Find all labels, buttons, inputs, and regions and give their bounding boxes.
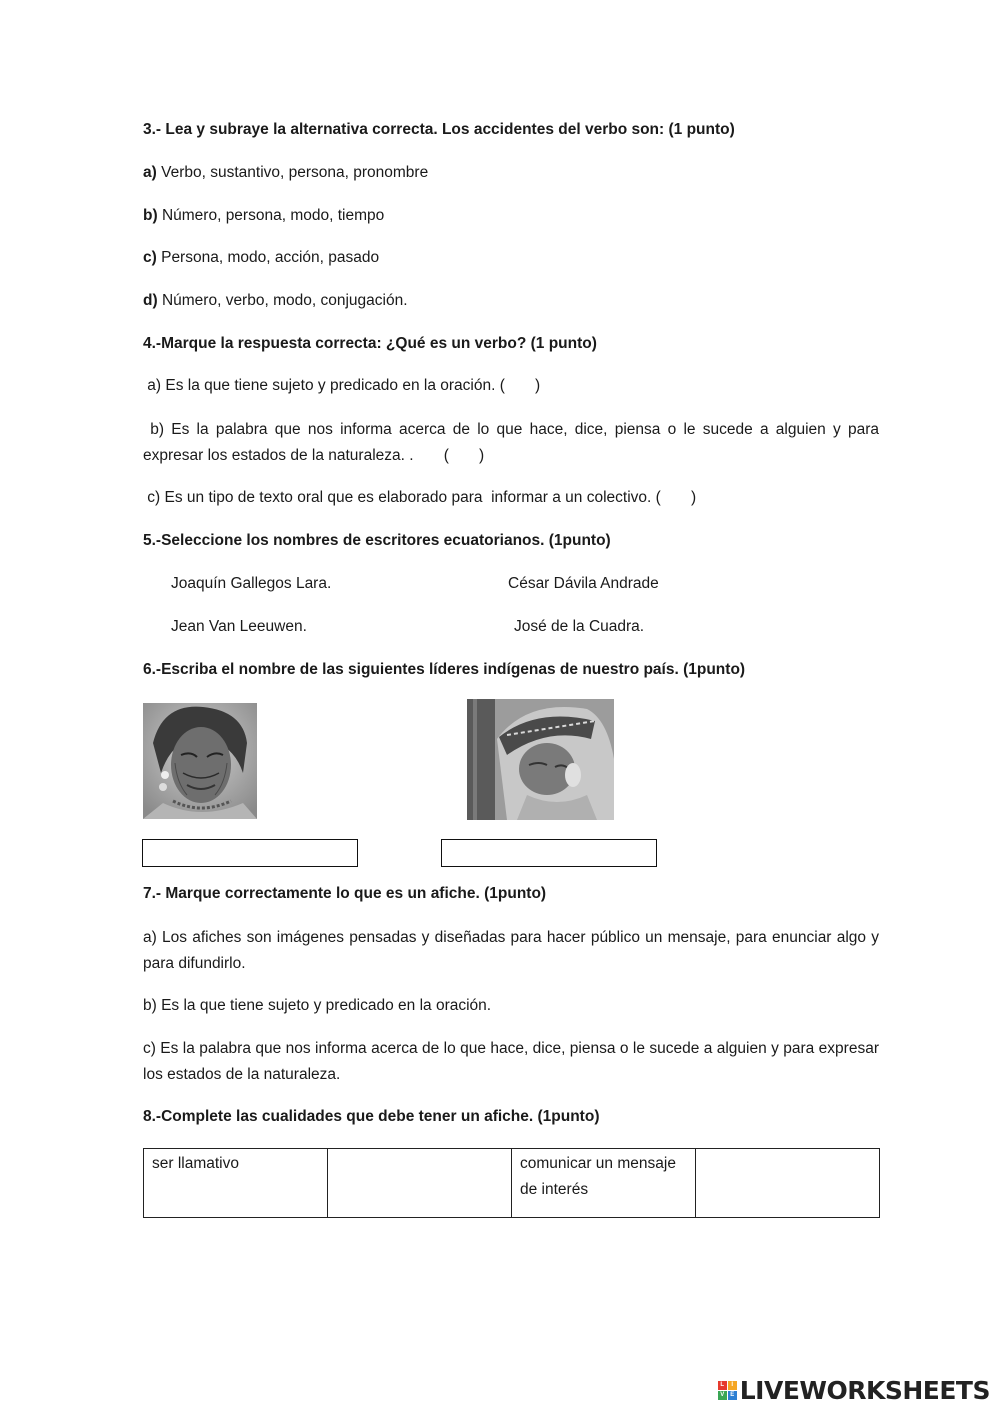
q7-option-b[interactable]: b) Es la que tiene sujeto y predicado en la oración. [143, 997, 492, 1014]
option-text: Número, persona, modo, tiempo [157, 207, 385, 224]
quality-cell-2[interactable] [328, 1149, 512, 1218]
option-text: Verbo, sustantivo, persona, pronombre [156, 164, 429, 181]
liveworksheets-brand [718, 1376, 990, 1405]
option-letter: a) [143, 164, 157, 181]
quality-cell-3: comunicar un mensaje de interés [512, 1149, 696, 1218]
question-5-title: 5.-Seleccione los nombres de escritores ecuatorianos. (1punto) [143, 532, 611, 549]
q4-option-b[interactable]: b) Es la palabra que nos informa acerca de lo que hace, dice, piensa o le sucede a alguien y para expresar los estados de la naturaleza. . ( ) [143, 421, 884, 464]
writer-option-3[interactable]: Jean Van Leeuwen. [171, 618, 307, 635]
brand-name: LIVEWORKSHEETS [739, 1376, 990, 1405]
logo-letter: I [728, 1381, 737, 1390]
question-6-title: 6.-Escriba el nombre de las siguientes líderes indígenas de nuestro país. (1punto) [143, 661, 746, 678]
q3-option-d[interactable] [143, 288, 408, 314]
q4-option-a[interactable]: a) Es la que tiene sujeto y predicado en la oración. ( ) [143, 377, 541, 394]
option-letter: d) [143, 292, 158, 309]
q7-option-a[interactable]: a) Los afiches son imágenes pensadas y diseñadas para hacer público un mensaje, para enunciar algo y para difundirlo. [143, 929, 879, 972]
logo-letter: E [728, 1391, 737, 1400]
leader-photo-1 [143, 703, 257, 819]
question-8-title: 8.-Complete las cualidades que debe tener un afiche. (1punto) [143, 1108, 600, 1125]
question-7-title: 7.- Marque correctamente lo que es un afiche. (1punto) [143, 885, 547, 902]
leader-name-input-2[interactable] [441, 839, 657, 867]
option-letter: b) [143, 207, 158, 224]
option-letter: c) [143, 249, 157, 266]
q3-option-b[interactable] [143, 203, 384, 229]
quality-cell-4[interactable] [696, 1149, 880, 1218]
q3-option-a[interactable] [143, 160, 428, 186]
q4-option-c[interactable]: c) Es un tipo de texto oral que es elaborado para informar a un colectivo. ( ) [143, 489, 697, 506]
writer-option-2[interactable]: César Dávila Andrade [508, 575, 659, 592]
writer-option-4[interactable]: José de la Cuadra. [514, 618, 645, 635]
liveworksheets-logo-icon [718, 1381, 737, 1400]
table-row [144, 1149, 880, 1218]
question-4-title: 4.-Marque la respuesta correcta: ¿Qué es un verbo? (1 punto) [143, 335, 597, 352]
option-text: Persona, modo, acción, pasado [156, 249, 380, 266]
option-text: Número, verbo, modo, conjugación. [157, 292, 408, 309]
leader-photo-2 [467, 699, 614, 820]
q7-option-c[interactable]: c) Es la palabra que nos informa acerca de lo que hace, dice, piensa o le sucede a alguien y para expresar los estados de la naturaleza. [143, 1040, 879, 1083]
question-3-title: 3.- Lea y subraye la alternativa correcta. Los accidentes del verbo son: (1 punto) [143, 121, 735, 138]
logo-letter: L [718, 1381, 727, 1390]
logo-letter: V [718, 1391, 727, 1400]
leader-name-input-1[interactable] [142, 839, 358, 867]
quality-cell-1: ser llamativo [144, 1149, 328, 1218]
q3-option-c[interactable] [143, 245, 379, 271]
qualities-table [143, 1148, 880, 1218]
writer-option-1[interactable]: Joaquín Gallegos Lara. [171, 575, 332, 592]
